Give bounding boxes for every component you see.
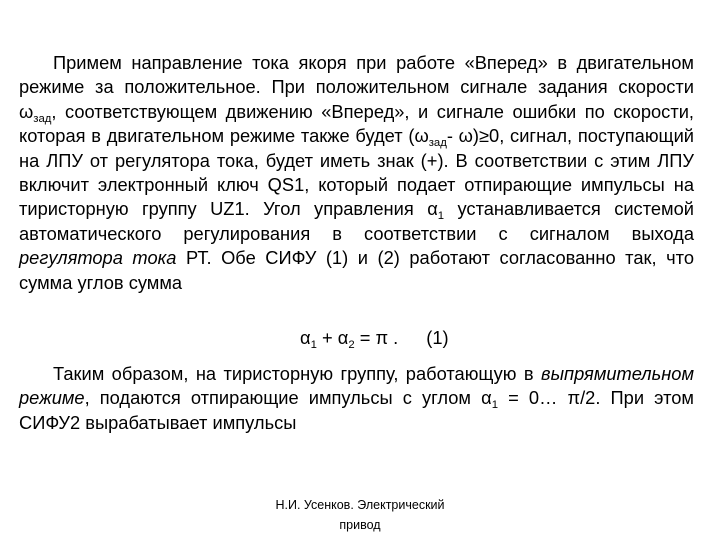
alpha-symbol: α <box>427 198 438 220</box>
p2-text-2: , подаются отпирающие импульсы с углом <box>84 387 482 409</box>
formula-alpha-1: α <box>300 327 311 348</box>
footer <box>240 495 480 535</box>
omega-symbol: ω <box>19 100 34 122</box>
p1-text-5: РТ. Обе СИФУ (1) и (2) работают согласованно так, что сумма углов сумма <box>19 247 694 293</box>
formula-number: (1) <box>426 327 449 348</box>
omega-subscript: зад <box>33 112 52 125</box>
paragraph-2 <box>19 362 694 435</box>
p1-text-1: Примем направление тока якоря при работе «Вперед» в двигательном режиме за положительное. При положительном сигнале задания скорости <box>19 52 694 98</box>
p2-text-1: Таким образом, на тиристорную группу, работающую в <box>53 363 542 384</box>
omega-symbol-2: ω <box>414 125 429 147</box>
alpha-subscript: 1 <box>491 399 499 412</box>
alpha-subscript: 1 <box>437 210 445 223</box>
p1-text-2: , соответствующем движению «Вперед», и сигнале ошибки по скорости, которая в двигательном режиме также будет ( <box>19 100 694 147</box>
italic-term-current-regulator: регулятора тока <box>19 247 177 269</box>
formula-alpha-2: α <box>337 327 349 348</box>
formula <box>300 326 449 350</box>
paragraph-1 <box>19 51 694 295</box>
p1-text-4: устанавливается системой автоматического регулирования в соответствии с сигналом выхода <box>19 198 694 244</box>
p2-text-3: = 0… π/2. При этом СИФУ2 вырабатывает импульсы <box>19 387 694 433</box>
omega-subscript-2: зад <box>428 137 447 150</box>
formula-sub-1: 1 <box>310 338 317 351</box>
formula-rest: = π . <box>354 327 399 348</box>
italic-term-rectifier-mode: выпрямительном режиме <box>19 363 694 409</box>
footer-line-1: Н.И. Усенков. Электрический <box>275 498 445 512</box>
p1-text-3: - ω)≥0, сигнал, поступающий на ЛПУ от регулятора тока, будет иметь знак (+). В соответствии с этим ЛПУ включит электронный ключ QS1, который подает отпирающие импульсы на тиристорную группу UZ1. Угол управления <box>19 125 694 220</box>
alpha-symbol: α <box>481 387 492 409</box>
formula-sub-2: 2 <box>348 338 355 351</box>
formula-plus: + <box>316 327 338 348</box>
footer-line-2: привод <box>339 518 381 532</box>
